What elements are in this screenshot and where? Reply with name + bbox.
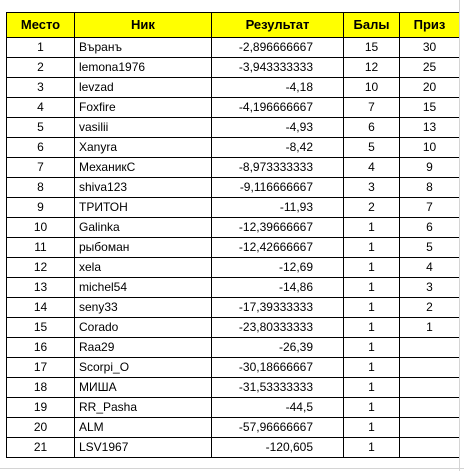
cell-prize[interactable]: 9 [400, 158, 460, 178]
cell-prize[interactable]: 5 [400, 238, 460, 258]
table-row [7, 118, 460, 138]
cell-nick[interactable]: Foxfire [75, 98, 212, 118]
table-row [7, 178, 460, 198]
cell-points[interactable]: 1 [344, 278, 400, 298]
cell-points[interactable]: 12 [344, 58, 400, 78]
cell-points[interactable]: 1 [344, 418, 400, 438]
table-row [7, 358, 460, 378]
cell-points[interactable]: 15 [344, 38, 400, 58]
sheet-gridline-right [459, 0, 460, 471]
header-points[interactable]: Балы [344, 13, 400, 38]
table-row [7, 338, 460, 358]
cell-points[interactable]: 3 [344, 178, 400, 198]
cell-nick[interactable]: michel54 [75, 278, 212, 298]
cell-score[interactable]: -57,96666667 [212, 418, 344, 438]
cell-nick[interactable]: lemona1976 [75, 58, 212, 78]
cell-place[interactable]: 13 [7, 278, 75, 298]
cell-prize[interactable] [400, 418, 460, 438]
header-row [7, 13, 460, 38]
cell-score[interactable]: -4,93 [212, 118, 344, 138]
cell-score[interactable]: -8,973333333 [212, 158, 344, 178]
cell-points[interactable]: 1 [344, 218, 400, 238]
cell-score[interactable]: -12,69 [212, 258, 344, 278]
header-nick[interactable]: Ник [75, 13, 212, 38]
cell-nick[interactable]: seny33 [75, 298, 212, 318]
cell-prize[interactable]: 15 [400, 98, 460, 118]
cell-nick[interactable]: Въранъ [75, 38, 212, 58]
cell-prize[interactable]: 7 [400, 198, 460, 218]
cell-nick[interactable]: LSV1967 [75, 438, 212, 458]
cell-score[interactable]: -17,39333333 [212, 298, 344, 318]
cell-nick[interactable]: xela [75, 258, 212, 278]
cell-place[interactable]: 7 [7, 158, 75, 178]
cell-place[interactable]: 17 [7, 358, 75, 378]
header-place[interactable]: Место [7, 13, 75, 38]
cell-place[interactable]: 21 [7, 438, 75, 458]
cell-score[interactable]: -4,18 [212, 78, 344, 98]
cell-prize[interactable]: 4 [400, 258, 460, 278]
cell-score[interactable]: -4,196666667 [212, 98, 344, 118]
cell-nick[interactable]: vasilii [75, 118, 212, 138]
cell-prize[interactable] [400, 358, 460, 378]
cell-score[interactable]: -12,39666667 [212, 218, 344, 238]
cell-points[interactable]: 2 [344, 198, 400, 218]
cell-place[interactable]: 6 [7, 138, 75, 158]
table-row [7, 378, 460, 398]
cell-place[interactable]: 11 [7, 238, 75, 258]
cell-points[interactable]: 1 [344, 338, 400, 358]
table-row [7, 58, 460, 78]
cell-place[interactable]: 2 [7, 58, 75, 78]
cell-place[interactable]: 18 [7, 378, 75, 398]
results-table [6, 12, 460, 458]
cell-score[interactable]: -23,80333333 [212, 318, 344, 338]
cell-points[interactable]: 1 [344, 238, 400, 258]
cell-nick[interactable]: Corado [75, 318, 212, 338]
cell-prize[interactable]: 25 [400, 58, 460, 78]
cell-score[interactable]: -31,53333333 [212, 378, 344, 398]
cell-score[interactable]: -120,605 [212, 438, 344, 458]
table-row [7, 138, 460, 158]
table-row [7, 38, 460, 58]
cell-score[interactable]: -11,93 [212, 198, 344, 218]
cell-nick[interactable]: МИША [75, 378, 212, 398]
table-row [7, 278, 460, 298]
cell-prize[interactable]: 2 [400, 298, 460, 318]
cell-score[interactable]: -3,943333333 [212, 58, 344, 78]
cell-nick[interactable]: Xanyra [75, 138, 212, 158]
cell-score[interactable]: -14,86 [212, 278, 344, 298]
cell-score[interactable]: -44,5 [212, 398, 344, 418]
cell-points[interactable]: 1 [344, 318, 400, 338]
cell-prize[interactable]: 20 [400, 78, 460, 98]
cell-prize[interactable]: 8 [400, 178, 460, 198]
table-row [7, 218, 460, 238]
table-row [7, 418, 460, 438]
cell-points[interactable]: 5 [344, 138, 400, 158]
table-row [7, 298, 460, 318]
cell-place[interactable]: 19 [7, 398, 75, 418]
header-prize[interactable]: Приз [400, 13, 460, 38]
cell-prize[interactable] [400, 378, 460, 398]
cell-prize[interactable] [400, 438, 460, 458]
cell-place[interactable]: 9 [7, 198, 75, 218]
cell-prize[interactable] [400, 398, 460, 418]
table-row [7, 438, 460, 458]
cell-score[interactable]: -30,18666667 [212, 358, 344, 378]
cell-nick[interactable]: Raa29 [75, 338, 212, 358]
cell-points[interactable]: 10 [344, 78, 400, 98]
cell-nick[interactable]: RR_Pasha [75, 398, 212, 418]
cell-points[interactable]: 1 [344, 298, 400, 318]
cell-place[interactable]: 20 [7, 418, 75, 438]
cell-score[interactable]: -12,42666667 [212, 238, 344, 258]
cell-prize[interactable]: 30 [400, 38, 460, 58]
cell-place[interactable]: 4 [7, 98, 75, 118]
cell-place[interactable]: 14 [7, 298, 75, 318]
cell-place[interactable]: 3 [7, 78, 75, 98]
cell-score[interactable]: -9,116666667 [212, 178, 344, 198]
cell-points[interactable]: 1 [344, 438, 400, 458]
table-row [7, 318, 460, 338]
cell-place[interactable]: 16 [7, 338, 75, 358]
cell-points[interactable]: 4 [344, 158, 400, 178]
cell-score[interactable]: -26,39 [212, 338, 344, 358]
cell-prize[interactable]: 3 [400, 278, 460, 298]
cell-points[interactable]: 6 [344, 118, 400, 138]
table-row [7, 398, 460, 418]
cell-nick[interactable]: levzad [75, 78, 212, 98]
cell-prize[interactable] [400, 338, 460, 358]
cell-prize[interactable]: 13 [400, 118, 460, 138]
cell-place[interactable]: 1 [7, 38, 75, 58]
cell-points[interactable]: 7 [344, 98, 400, 118]
cell-score[interactable]: -8,42 [212, 138, 344, 158]
cell-points[interactable]: 1 [344, 398, 400, 418]
table-row [7, 198, 460, 218]
header-score[interactable]: Результат [212, 13, 344, 38]
results-body [7, 38, 460, 458]
cell-points[interactable]: 1 [344, 258, 400, 278]
cell-place[interactable]: 12 [7, 258, 75, 278]
cell-score[interactable]: -2,896666667 [212, 38, 344, 58]
table-row [7, 258, 460, 278]
sheet-gridline-bottom [0, 468, 464, 469]
cell-prize[interactable]: 6 [400, 218, 460, 238]
cell-place[interactable]: 10 [7, 218, 75, 238]
cell-prize[interactable]: 1 [400, 318, 460, 338]
cell-nick[interactable]: МеханикС [75, 158, 212, 178]
table-row [7, 98, 460, 118]
cell-nick[interactable]: рыбоман [75, 238, 212, 258]
cell-nick[interactable]: Scorpi_O [75, 358, 212, 378]
cell-place[interactable]: 5 [7, 118, 75, 138]
cell-nick[interactable]: Galinka [75, 218, 212, 238]
cell-place[interactable]: 15 [7, 318, 75, 338]
table-row [7, 158, 460, 178]
cell-points[interactable]: 1 [344, 378, 400, 398]
table-row [7, 238, 460, 258]
cell-nick[interactable]: shiva123 [75, 178, 212, 198]
cell-nick[interactable]: ТРИТОН [75, 198, 212, 218]
cell-place[interactable]: 8 [7, 178, 75, 198]
cell-points[interactable]: 1 [344, 358, 400, 378]
cell-prize[interactable]: 10 [400, 138, 460, 158]
table-row [7, 78, 460, 98]
cell-nick[interactable]: ALM [75, 418, 212, 438]
